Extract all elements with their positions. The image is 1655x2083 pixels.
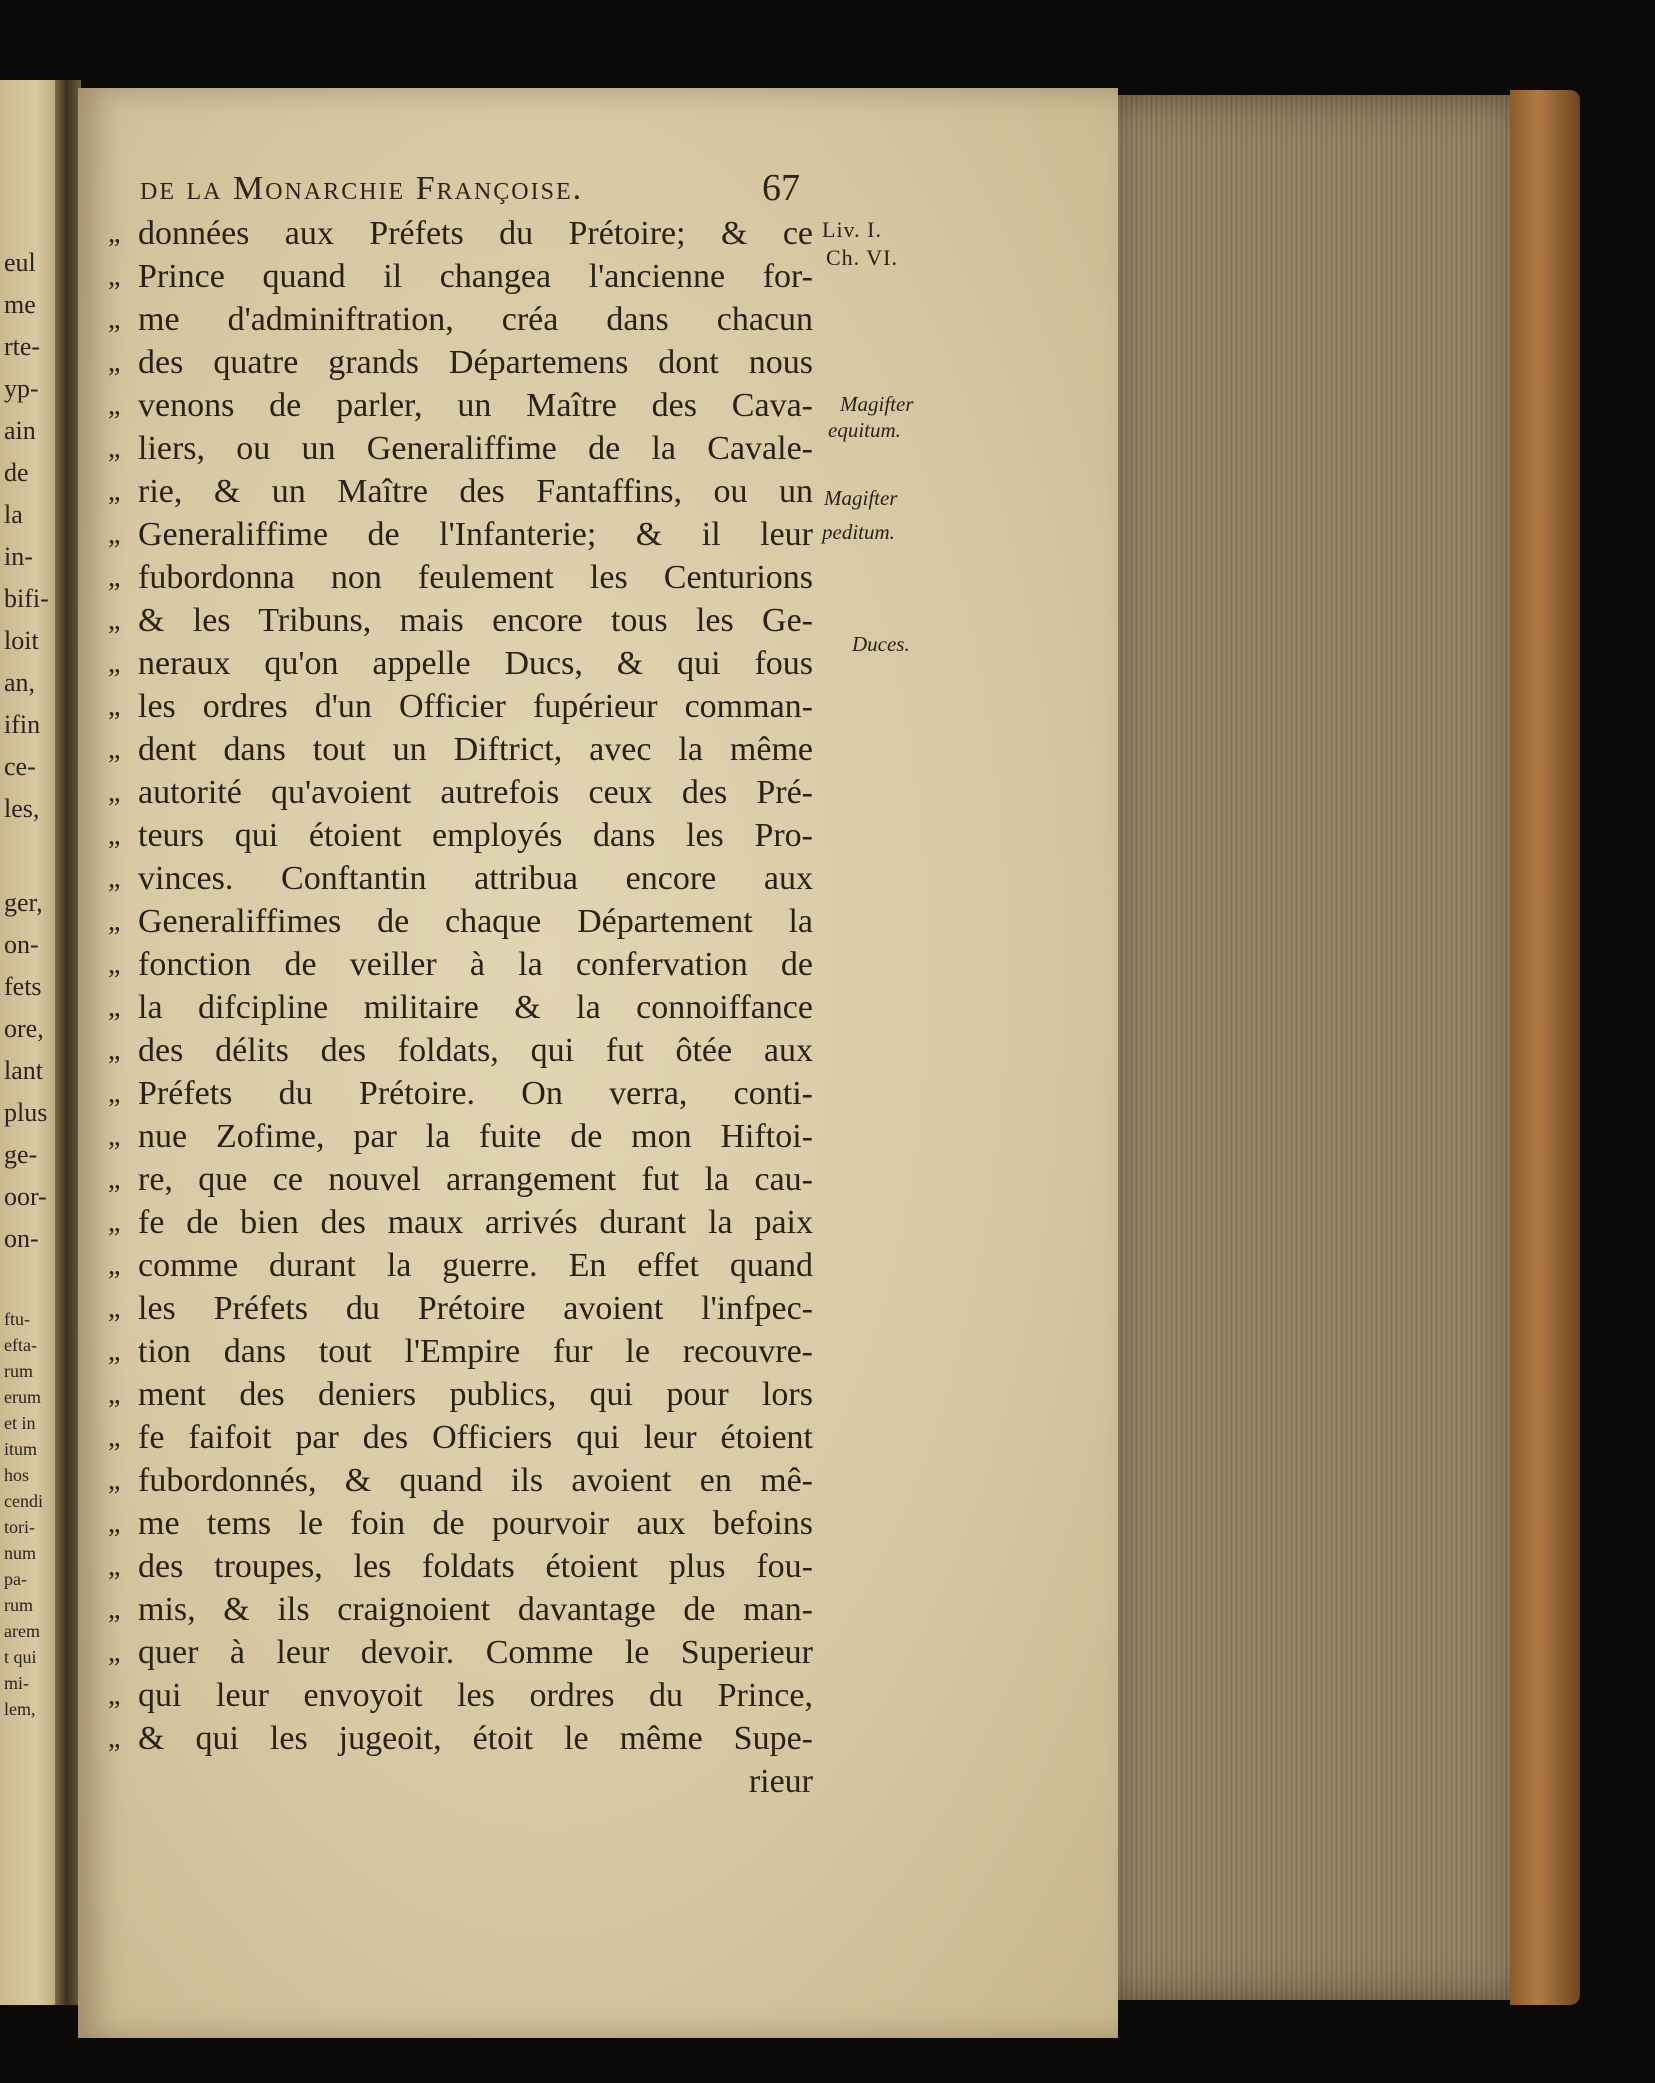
- book-cover-edge: [1510, 90, 1580, 2005]
- left-page-fragment: la: [4, 500, 23, 529]
- line-text: & les Tribuns, mais encore tous les Ge-: [138, 602, 813, 639]
- text-line: [108, 1201, 813, 1244]
- margin-note-magister-peditum: Magifter: [824, 486, 898, 510]
- line-text: des quatre grands Départemens dont nous: [138, 344, 813, 381]
- line-text: mis, & ils craignoient davantage de man-: [138, 1591, 813, 1628]
- quotation-mark: „: [108, 1637, 121, 1668]
- left-page-fragment: on-: [4, 930, 39, 959]
- line-text: me d'adminiftration, créa dans chacun: [138, 301, 813, 338]
- text-line: [108, 1588, 813, 1631]
- text-line: [108, 1244, 813, 1287]
- quotation-mark: „: [108, 1121, 121, 1152]
- quotation-mark: „: [108, 1250, 121, 1281]
- text-line: [108, 599, 813, 642]
- quotation-mark: „: [108, 304, 121, 335]
- quotation-mark: „: [108, 777, 121, 808]
- left-page-fragment: lem,: [4, 1699, 36, 1719]
- quotation-mark: „: [108, 1723, 121, 1754]
- left-page-fragment: on-: [4, 1224, 39, 1253]
- line-text: quer à leur devoir. Comme le Superieur: [138, 1634, 813, 1671]
- left-page-fragment: pa-: [4, 1569, 27, 1589]
- previous-page-fragment: [0, 80, 60, 2005]
- line-text: des troupes, les foldats étoient plus fou-: [138, 1548, 813, 1585]
- quotation-mark: „: [108, 992, 121, 1023]
- text-line: [108, 771, 813, 814]
- line-text: fe de bien des maux arrivés durant la paix: [138, 1204, 813, 1241]
- quotation-mark: „: [108, 734, 121, 765]
- quotation-mark: „: [108, 1465, 121, 1496]
- line-text: dent dans tout un Diftrict, avec la même: [138, 731, 813, 768]
- text-line: [108, 556, 813, 599]
- quotation-mark: „: [108, 906, 121, 937]
- margin-note-peditum: peditum.: [822, 520, 895, 544]
- line-text: rie, & un Maître des Fantaffins, ou un: [138, 473, 813, 510]
- left-page-fragment: rum: [4, 1361, 33, 1381]
- left-page-fragment: efta-: [4, 1335, 37, 1355]
- quotation-mark: „: [108, 1508, 121, 1539]
- quotation-mark: „: [108, 519, 121, 550]
- quotation-mark: „: [108, 691, 121, 722]
- text-line: [108, 943, 813, 986]
- line-text: les Préfets du Prétoire avoient l'infpec-: [138, 1290, 813, 1327]
- left-page-fragment: an,: [4, 668, 36, 697]
- left-page-fragment: rte-: [4, 332, 41, 361]
- page-number: 67: [762, 167, 800, 209]
- left-page-fragment: ifin: [4, 710, 41, 739]
- left-page-fragment: loit: [4, 626, 39, 655]
- left-page-fragment: num: [4, 1543, 37, 1563]
- text-line: [108, 1287, 813, 1330]
- left-page-fragment: ge-: [4, 1140, 38, 1169]
- line-text: fubordonna non feulement les Centurions: [138, 559, 813, 596]
- running-head: de la Monarchie Françoise.: [140, 170, 584, 207]
- left-page-fragment: rum: [4, 1595, 33, 1615]
- quotation-mark: „: [108, 261, 121, 292]
- text-line: [108, 513, 813, 556]
- text-line: [108, 1674, 813, 1717]
- text-line: [108, 1373, 813, 1416]
- text-line: [108, 1717, 813, 1760]
- quotation-mark: „: [108, 1078, 121, 1109]
- text-line: [108, 1029, 813, 1072]
- quotation-mark: „: [108, 1293, 121, 1324]
- text-line: [108, 341, 813, 384]
- left-page-fragment: arem: [4, 1621, 40, 1641]
- margin-note-duces: Duces.: [852, 632, 910, 656]
- quotation-mark: „: [108, 562, 121, 593]
- left-page-fragment: les,: [4, 794, 40, 823]
- line-text: les ordres d'un Officier fupérieur comman-: [138, 688, 813, 725]
- text-line: [108, 255, 813, 298]
- line-text: la difcipline militaire & la connoiffance: [138, 989, 813, 1026]
- quotation-mark: „: [108, 1336, 121, 1367]
- text-line: [108, 685, 813, 728]
- quotation-mark: „: [108, 1379, 121, 1410]
- line-text: fe faifoit par des Officiers qui leur étoient: [138, 1419, 813, 1456]
- text-line: [108, 212, 813, 255]
- left-page-fragment: erum: [4, 1387, 41, 1407]
- margin-note-liv: Liv. I.: [822, 217, 882, 242]
- body-text: [108, 212, 813, 1803]
- text-line: [108, 1545, 813, 1588]
- line-text: qui leur envoyoit les ordres du Prince,: [138, 1677, 813, 1714]
- left-page-fragment: cendi: [4, 1491, 43, 1511]
- left-page-fragment: me: [4, 290, 36, 319]
- line-text: ment des deniers publics, qui pour lors: [138, 1376, 813, 1413]
- text-line: [108, 1502, 813, 1545]
- quotation-mark: „: [108, 820, 121, 851]
- line-text: Generaliffime de l'Infanterie; & il leur: [138, 516, 813, 553]
- quotation-mark: „: [108, 1035, 121, 1066]
- text-line: [108, 1330, 813, 1373]
- quotation-mark: „: [108, 390, 121, 421]
- left-page-fragment: in-: [4, 542, 33, 571]
- left-page-fragment: ftu-: [4, 1309, 30, 1329]
- line-text: neraux qu'on appelle Ducs, & qui fous: [138, 645, 813, 682]
- quotation-mark: „: [108, 1680, 121, 1711]
- text-line: [108, 1760, 813, 1803]
- line-text: venons de parler, un Maître des Cava-: [138, 387, 813, 424]
- left-page-fragment: oor-: [4, 1182, 47, 1211]
- line-text: teurs qui étoient employés dans les Pro-: [138, 817, 813, 854]
- quotation-mark: „: [108, 433, 121, 464]
- left-page-fragment: plus: [4, 1098, 48, 1127]
- text-line: [108, 1631, 813, 1674]
- line-text: fubordonnés, & quand ils avoient en mê-: [138, 1462, 813, 1499]
- left-page-fragment: itum: [4, 1439, 38, 1459]
- text-line: [108, 857, 813, 900]
- line-text: des délits des foldats, qui fut ôtée aux: [138, 1032, 813, 1069]
- line-text: comme durant la guerre. En effet quand: [138, 1247, 813, 1284]
- text-line: [108, 1072, 813, 1115]
- left-page-fragment: ain: [4, 416, 36, 445]
- left-page-fragment: et in: [4, 1413, 36, 1433]
- left-page-fragment: fets: [4, 972, 42, 1001]
- quotation-mark: „: [108, 1594, 121, 1625]
- quotation-mark: „: [108, 476, 121, 507]
- line-text: autorité qu'avoient autrefois ceux des Pré-: [138, 774, 813, 811]
- left-page-fragment: ce-: [4, 752, 36, 781]
- line-text: rieur: [748, 1763, 813, 1800]
- text-line: [108, 814, 813, 857]
- left-page-fragment: tori-: [4, 1517, 35, 1537]
- left-page-fragment: lant: [4, 1056, 43, 1085]
- quotation-mark: „: [108, 218, 121, 249]
- line-text: tion dans tout l'Empire fur le recouvre-: [138, 1333, 813, 1370]
- left-page-fragment: hos: [4, 1465, 30, 1485]
- text-line: [108, 470, 813, 513]
- text-line: [108, 1158, 813, 1201]
- text-line: [108, 384, 813, 427]
- quotation-mark: „: [108, 1551, 121, 1582]
- text-line: [108, 298, 813, 341]
- left-page-fragment: de: [4, 458, 29, 487]
- text-line: [108, 1115, 813, 1158]
- margin-note-equitum: equitum.: [828, 418, 901, 442]
- left-page-fragment: ore,: [4, 1014, 44, 1043]
- margin-note-magister-equitum: Magifter: [840, 392, 914, 416]
- line-text: Prince quand il changea l'ancienne for-: [138, 258, 813, 295]
- line-text: liers, ou un Generaliffime de la Cavale-: [138, 430, 813, 467]
- left-page-fragment: mi-: [4, 1673, 29, 1693]
- quotation-mark: „: [108, 1207, 121, 1238]
- line-text: re, que ce nouvel arrangement fut la cau-: [138, 1161, 813, 1198]
- quotation-mark: „: [108, 949, 121, 980]
- text-line: [108, 900, 813, 943]
- left-page-fragment: t qui: [4, 1647, 37, 1667]
- line-text: & qui les jugeoit, étoit le même Supe-: [138, 1720, 813, 1757]
- book-page-edges: [1108, 95, 1523, 2000]
- margin-note-chapter: Ch. VI.: [826, 245, 898, 270]
- left-page-fragment: ger,: [4, 888, 43, 917]
- quotation-mark: „: [108, 1422, 121, 1453]
- quotation-mark: „: [108, 1164, 121, 1195]
- quotation-mark: „: [108, 863, 121, 894]
- line-text: fonction de veiller à la confervation de: [138, 946, 813, 983]
- left-page-fragment: bifi-: [4, 584, 49, 613]
- line-text: nue Zofime, par la fuite de mon Hiftoi-: [138, 1118, 813, 1155]
- text-line: [108, 986, 813, 1029]
- text-line: [108, 427, 813, 470]
- text-line: [108, 1416, 813, 1459]
- text-line: [108, 1459, 813, 1502]
- left-page-fragment: yp-: [4, 374, 39, 403]
- line-text: vinces. Conftantin attribua encore aux: [138, 860, 813, 897]
- left-page-fragment: eul: [4, 248, 36, 277]
- line-text: me tems le foin de pourvoir aux befoins: [138, 1505, 813, 1542]
- line-text: Generaliffimes de chaque Département la: [138, 903, 813, 940]
- quotation-mark: „: [108, 347, 121, 378]
- line-text: données aux Préfets du Prétoire; & ce: [138, 215, 813, 252]
- quotation-mark: „: [108, 605, 121, 636]
- quotation-mark: „: [108, 648, 121, 679]
- text-line: [108, 728, 813, 771]
- text-line: [108, 642, 813, 685]
- line-text: Préfets du Prétoire. On verra, conti-: [138, 1075, 813, 1112]
